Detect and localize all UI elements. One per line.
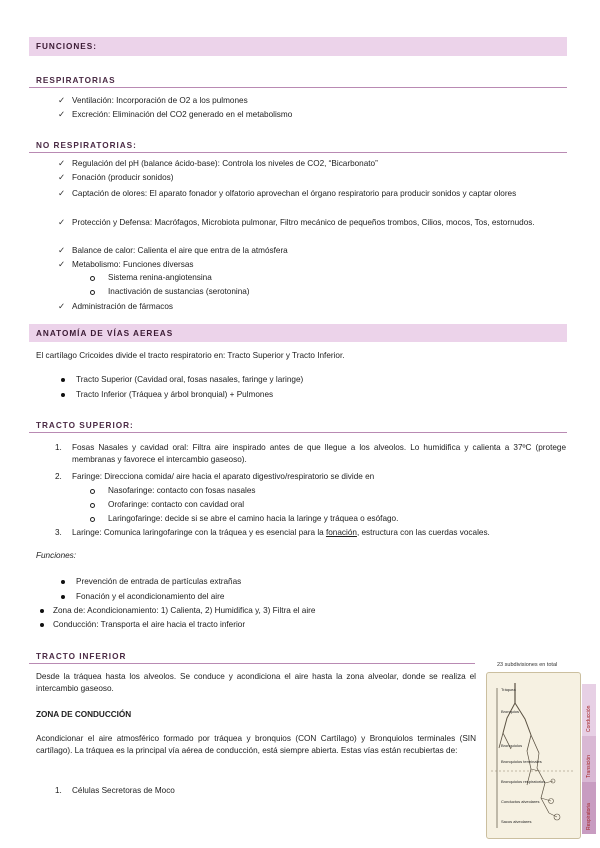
sub-list-item: Orofaringe: contacto con cavidad oral xyxy=(108,500,245,509)
bullet-icon xyxy=(40,609,44,613)
bullet-icon xyxy=(61,393,65,397)
figure-caption: 23 subdivisiones en total xyxy=(497,662,558,668)
list-number: 1. xyxy=(55,786,62,795)
text-run: Laringe: Comunica laringofaringe con la tráquea y es esencial para la xyxy=(72,528,326,537)
list-number: 2. xyxy=(55,472,62,481)
list-item: Células Secretoras de Moco xyxy=(72,786,175,795)
zone-label: Transición xyxy=(586,755,592,778)
figure-label: Bronquiolos terminales xyxy=(501,759,542,764)
figure-label: Conductos alveolares xyxy=(501,799,540,804)
zone-respiratoria xyxy=(582,782,596,834)
list-item: Tracto Inferior (Tráquea y árbol bronquial) + Pulmones xyxy=(76,390,274,399)
list-item: Administración de fármacos xyxy=(72,302,174,311)
section-header-funciones xyxy=(29,37,567,56)
ring-bullet-icon xyxy=(90,517,95,522)
sub-list-item: Inactivación de sustancias (serotonina) xyxy=(108,287,250,296)
paragraph: Desde la tráquea hasta los alveolos. Se conduce y acondiciona el aire hasta la zona alveolar, donde se realiza el intercambio gaseoso. xyxy=(36,672,476,693)
list-item: Excreción: Eliminación del CO2 generado en el metabolismo xyxy=(72,110,293,119)
airway-tree-drawing xyxy=(487,673,580,838)
check-icon: ✓ xyxy=(58,301,66,311)
check-icon: ✓ xyxy=(58,259,66,269)
list-item: Faringe: Direcciona comida/ aire hacia el aparato digestivo/respiratorio se divide en xyxy=(72,472,375,481)
bullet-icon xyxy=(40,623,44,627)
section-header-tracto-inferior xyxy=(29,652,475,664)
check-icon: ✓ xyxy=(58,158,66,168)
list-item: Protección y Defensa: Macrófagos, Microbiota pulmonar, Filtro mecánico de pequeños trombos, Cilios, mocos, Tos, estornudos. xyxy=(72,218,535,227)
sub-list-item: Sistema renina-angiotensina xyxy=(108,273,212,282)
section-title: NO RESPIRATORIAS: xyxy=(36,141,137,150)
text-run: , estructura con las cuerdas vocales. xyxy=(356,528,490,537)
paragraph: Acondicionar el aire atmosférico formado por tráquea y bronquios (CON Cartílago) y Bronquiolos terminales (SIN cartílago). La tráquea es la principal vía aérea de conducción, está siempre abierta. Estas vías están recubiertas de: xyxy=(36,734,476,755)
section-header-tracto-superior xyxy=(29,421,567,433)
check-icon: ✓ xyxy=(58,95,66,105)
list-item: Ventilación: Incorporación de O2 a los pulmones xyxy=(72,96,248,105)
figure-label: Tráquea xyxy=(501,687,516,692)
ring-bullet-icon xyxy=(90,290,95,295)
list-item: Fonación (producir sonidos) xyxy=(72,173,174,182)
list-item: Fonación y el acondicionamiento del aire xyxy=(76,592,225,601)
sub-list-item: Nasofaringe: contacto con fosas nasales xyxy=(108,486,256,495)
section-title: TRACTO INFERIOR xyxy=(36,652,127,661)
list-item: Fosas Nasales y cavidad oral: Filtra aire inspirado antes de que llegue a los alveolos. Lo humidifica y calienta a 37ºC (protege membranas y favorece el intercambio gaseoso). xyxy=(72,443,566,464)
zone-label: Conducción xyxy=(586,705,592,732)
figure-label: Sacos alveolares xyxy=(501,819,532,824)
list-item: Captación de olores: El aparato fonador y olfatorio aprovechan el órgano respiratorio para producir sonidos y captar olores xyxy=(72,189,517,198)
section-header-respiratorias xyxy=(29,76,567,88)
zone-sidebar xyxy=(582,684,596,834)
paragraph: El cartílago Cricoides divide el tracto respiratorio en: Tracto Superior y Tracto Inferior. xyxy=(36,351,345,360)
underlined-term: fonación xyxy=(325,528,357,537)
check-icon: ✓ xyxy=(58,109,66,119)
check-icon: ✓ xyxy=(58,172,66,182)
list-number: 3. xyxy=(55,528,62,537)
list-item: Zona de: Acondicionamiento: 1) Calienta, 2) Humidifica y, 3) Filtra el aire xyxy=(53,606,316,615)
list-item: Balance de calor: Calienta el aire que entra de la atmósfera xyxy=(72,246,288,255)
check-icon: ✓ xyxy=(58,188,66,198)
section-title: RESPIRATORIAS xyxy=(36,76,116,85)
bullet-icon xyxy=(61,580,65,584)
ring-bullet-icon xyxy=(90,489,95,494)
ring-bullet-icon xyxy=(90,503,95,508)
section-title: ANATOMÍA DE VÍAS AEREAS xyxy=(36,328,174,338)
list-item: Tracto Superior (Cavidad oral, fosas nasales, faringe y laringe) xyxy=(76,375,304,384)
section-header-anatomia xyxy=(29,324,567,342)
bullet-icon xyxy=(61,378,65,382)
check-icon: ✓ xyxy=(58,245,66,255)
figure-label: Bronquios xyxy=(501,709,520,714)
zone-conduccion xyxy=(582,684,596,736)
list-item: Prevención de entrada de partículas extrañas xyxy=(76,577,242,586)
check-icon: ✓ xyxy=(58,217,66,227)
figure-label: Bronquiolos xyxy=(501,743,523,748)
airway-figure xyxy=(486,672,581,839)
list-number: 1. xyxy=(55,443,62,452)
zone-label: Respiratoria xyxy=(586,803,592,830)
ring-bullet-icon xyxy=(90,276,95,281)
zone-transicion xyxy=(582,736,596,782)
list-item: Metabolismo: Funciones diversas xyxy=(72,260,194,269)
subheading: ZONA DE CONDUCCIÓN xyxy=(36,710,132,719)
list-item-laringe xyxy=(72,527,490,539)
section-header-no-respiratorias xyxy=(29,141,567,153)
section-title: TRACTO SUPERIOR: xyxy=(36,421,134,430)
figure-label: Bronquiolos respiratorios xyxy=(501,779,546,784)
list-item: Conducción: Transporta el aire hacia el tracto inferior xyxy=(53,620,246,629)
sub-list-item: Laringofaringe: decide si se abre el camino hacia la laringe y tráquea o esófago. xyxy=(108,514,399,523)
list-item: Regulación del pH (balance ácido-base): Controla los niveles de CO2, “Bicarbonato” xyxy=(72,159,378,168)
section-title: FUNCIONES: xyxy=(36,42,97,51)
funciones-label: Funciones: xyxy=(36,551,77,560)
bullet-icon xyxy=(61,595,65,599)
